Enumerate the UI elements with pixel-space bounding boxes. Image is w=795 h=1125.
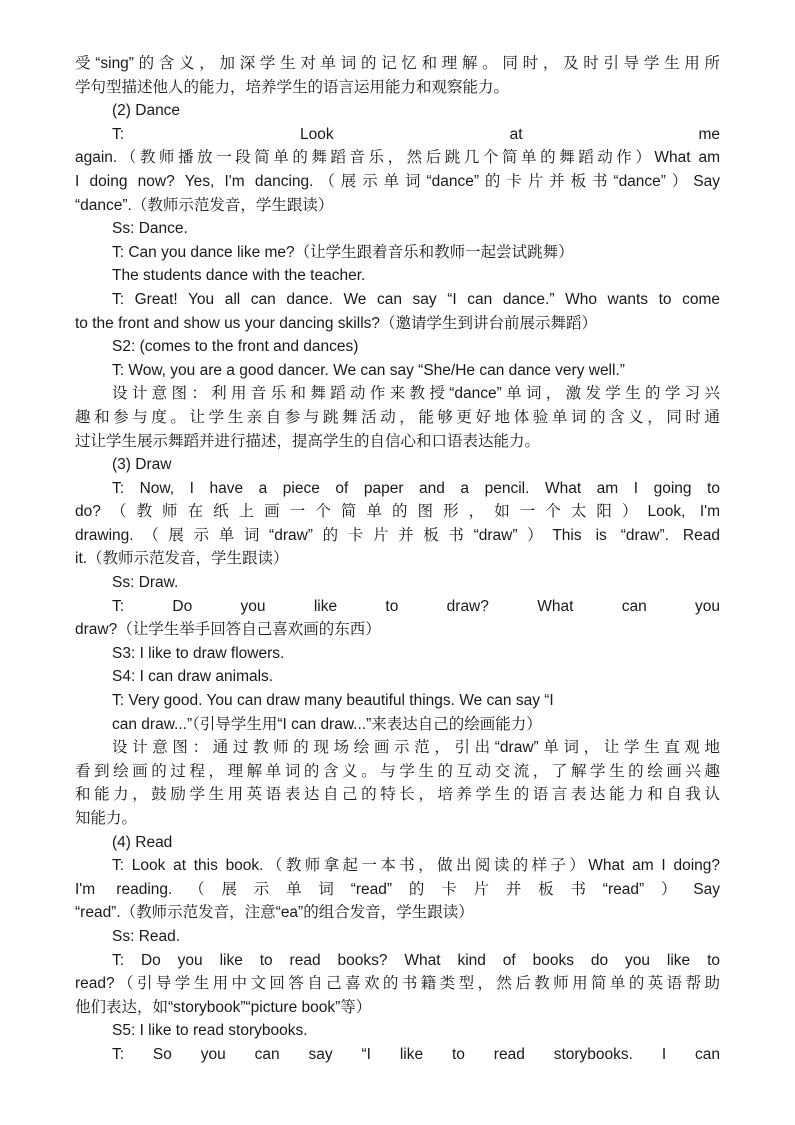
- text-line: do?（教师在纸上画一个简单的图形，如一个太阳）Look, I'm: [75, 503, 720, 521]
- text-line: “read”.（教师示范发音，注意“ea”的组合发音，学生跟读）: [75, 904, 474, 922]
- text-line: T: Can you dance like me?（让学生跟着音乐和教师一起尝试跳舞）: [112, 243, 574, 261]
- text-line: 看到绘画的过程，理解单词的含义。与学生的互动交流，了解学生的绘画兴趣: [75, 762, 720, 780]
- text-line: S4: I can draw animals.: [112, 668, 274, 686]
- text-line: 设计意图：利用音乐和舞蹈动作来教授“dance”单词，激发学生的学习兴: [112, 385, 720, 403]
- text-line: T: Great! You all can dance. We can say “I can dance.” Who wants to come: [112, 290, 720, 308]
- text-line: Ss: Dance.: [112, 220, 188, 238]
- text-line: 知能力。: [75, 810, 138, 827]
- text-line: I'm reading.（展示单词“read”的卡片并板书“read”）Say: [75, 880, 720, 898]
- text-line: Ss: Draw.: [112, 574, 179, 592]
- text-line: 他们表达，如“storybook”“picture book”等）: [75, 998, 372, 1016]
- text-line: (4) Read: [112, 833, 173, 851]
- text-line: 趣和参与度。让学生亲自参与跳舞活动，能够更好地体验单词的含义，同时通: [75, 408, 720, 426]
- text-line: (2) Dance: [112, 102, 181, 120]
- text-line: drawing.（展示单词“draw”的卡片并板书“draw”）This is “draw”. Read: [75, 526, 720, 544]
- text-line: I doing now? Yes, I'm dancing.（展示单词“dance”的卡片并板书“dance”）Say: [75, 172, 720, 190]
- text-line: read?（引导学生用中文回答自己喜欢的书籍类型，然后教师用简单的英语帮助: [75, 975, 720, 993]
- text-line: (3) Draw: [112, 456, 172, 474]
- text-line: again.（教师播放一段简单的舞蹈音乐，然后跳几个简单的舞蹈动作）What am: [75, 149, 720, 167]
- text-line: to the front and show us your dancing skills?（邀请学生到讲台前展示舞蹈）: [75, 314, 598, 332]
- text-line: T: Do you like to draw? What can you: [112, 597, 720, 615]
- text-line: “dance”.（教师示范发音，学生跟读）: [75, 196, 334, 214]
- text-line: 学句型描述他人的能力，培养学生的语言运用能力和观察能力。: [75, 78, 510, 96]
- text-line: S3: I like to draw flowers.: [112, 644, 285, 662]
- text-line: The students dance with the teacher.: [112, 267, 366, 285]
- text-line: T: So you can say “I like to read storybooks. I can: [112, 1045, 720, 1063]
- text-line: T: Look at me: [112, 125, 720, 143]
- text-line: T: Look at this book.（教师拿起一本书，做出阅读的样子）What am I doing?: [112, 857, 720, 875]
- text-line: T: Now, I have a piece of paper and a pencil. What am I going to: [112, 479, 720, 497]
- text-line: T: Wow, you are a good dancer. We can say “She/He can dance very well.”: [112, 361, 625, 379]
- text-line: it.（教师示范发音，学生跟读）: [75, 550, 289, 568]
- text-line: 设计意图：通过教师的现场绘画示范，引出“draw”单词，让学生直观地: [112, 739, 720, 757]
- text-line: 受“sing”的含义，加深学生对单词的记忆和理解。同时，及时引导学生用所: [75, 55, 720, 72]
- text-line: can draw...”（引导学生用“I can draw...”来表达自己的绘画能力）: [112, 715, 542, 733]
- text-line: 过让学生展示舞蹈并进行描述，提高学生的自信心和口语表达能力。: [75, 432, 541, 450]
- text-line: T: Do you like to read books? What kind of books do you like to: [112, 951, 720, 969]
- text-line: draw?（让学生举手回答自己喜欢画的东西）: [75, 621, 381, 639]
- text-line: T: Very good. You can draw many beautiful things. We can say “I: [112, 692, 554, 710]
- text-line: S5: I like to read storybooks.: [112, 1022, 308, 1040]
- text-line: Ss: Read.: [112, 927, 181, 945]
- text-line: S2: (comes to the front and dances): [112, 338, 359, 356]
- text-line: 和能力，鼓励学生用英语表达自己的特长，培养学生的语言表达能力和自我认: [75, 786, 720, 804]
